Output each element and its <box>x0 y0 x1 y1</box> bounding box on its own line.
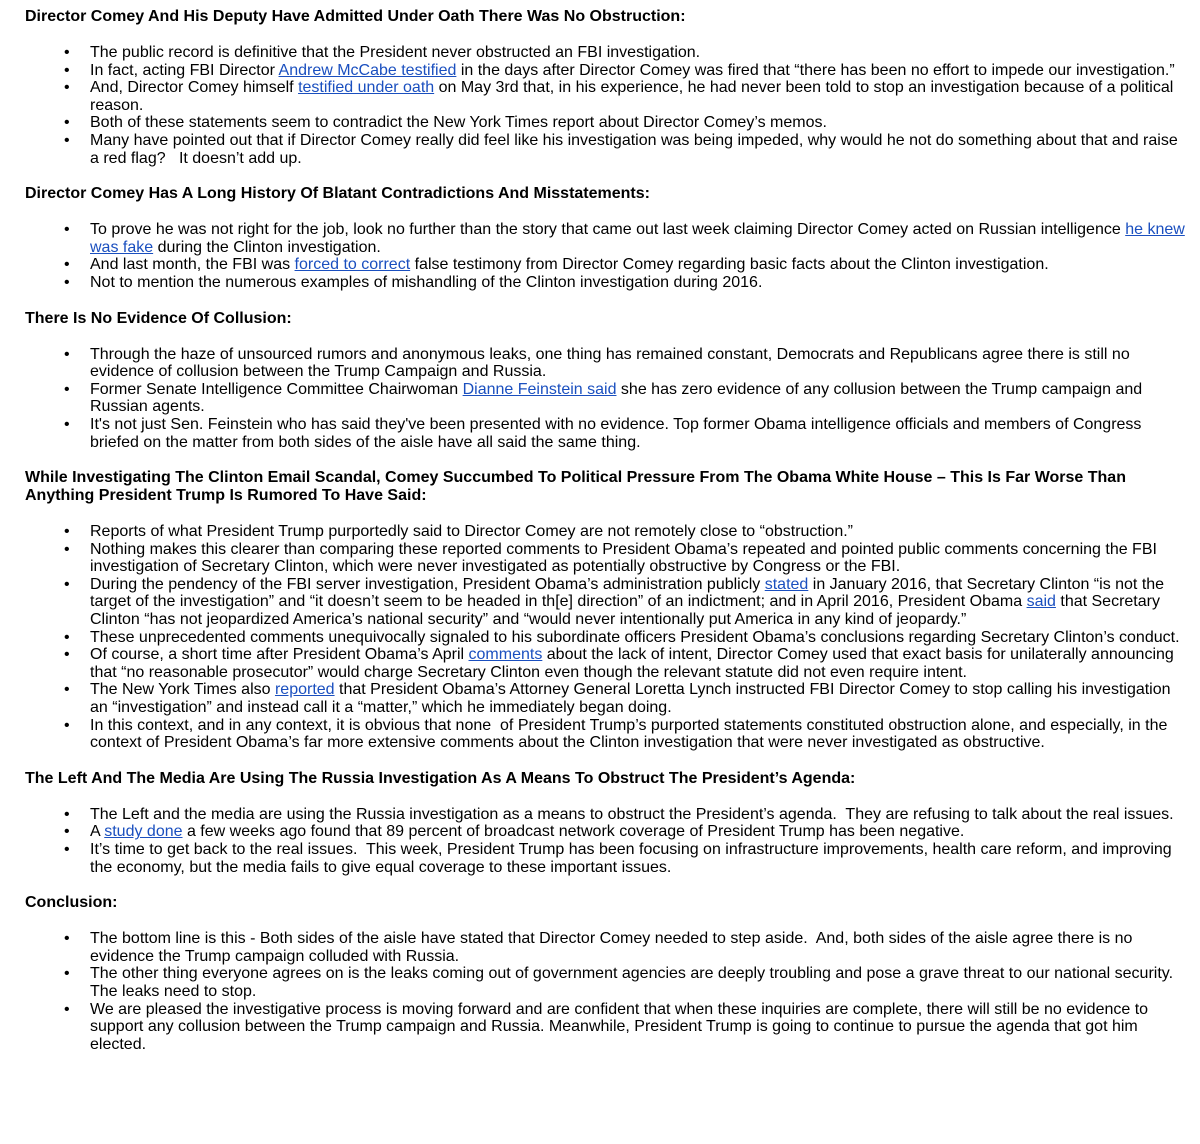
bullet-text: And, Director Comey himself <box>90 79 299 97</box>
bullet-item <box>90 44 1185 62</box>
bullet-text: These unprecedented comments unequivocally signaled to his subordinate officers President Obama’s conclusions regarding Secretary Clinton’s conduct. <box>90 628 1180 646</box>
bullet-text: And last month, the FBI was <box>90 256 295 274</box>
bullet-text: Both of these statements seem to contradict the New York Times report about Director Comey’s memos. <box>90 114 827 132</box>
bullet-item <box>90 717 1185 752</box>
bullet-text: During the pendency of the FBI server investigation, President Obama’s administration publicly <box>90 575 765 593</box>
hyperlink[interactable]: reported <box>274 681 335 699</box>
bullet-item <box>90 416 1185 451</box>
bullet-text: The bottom line is this - Both sides of the aisle have stated that Director Comey needed to step aside. And, both sides of the aisle agree there is no evidence the Trump campaign colluded with Russia. <box>90 930 1133 965</box>
hyperlink[interactable]: forced to correct <box>294 256 411 274</box>
bullet-text: A <box>90 823 105 841</box>
section-heading: There Is No Evidence Of Collusion: <box>25 309 292 327</box>
section <box>25 469 1185 752</box>
bullet-item <box>90 965 1185 1000</box>
hyperlink[interactable]: stated <box>764 575 809 593</box>
bullet-text: Nothing makes this clearer than comparing these reported comments to President Obama’s repeated and pointed public comments concerning the FBI investigation of Secretary Clinton, which were never investigated as potentially obstructive by Congress or the FBI. <box>90 540 1157 576</box>
bullet-text: Former Senate Intelligence Committee Chairwoman <box>90 380 463 398</box>
bullet-text: The other thing everyone agrees on is the leaks coming out of government agencies are deeply troubling and pose a grave threat to our national security. The leaks need to stop. <box>90 965 1174 1000</box>
bullet-text: It's not just Sen. Feinstein who has said they've been presented with no evidence. Top former Obama intelligence officials and members of Congress briefed on the matter from both sides of the aisle have all said the same thing. <box>90 415 1142 451</box>
bullet-item <box>90 274 1185 292</box>
bullet-list <box>25 346 1185 452</box>
section <box>25 8 1185 167</box>
bullet-text: in the days after Director Comey was fired that “there has been no effort to impede our investigation.” <box>456 61 1175 79</box>
bullet-item <box>90 841 1185 876</box>
bullet-item <box>90 256 1185 274</box>
section <box>25 185 1185 291</box>
bullet-item <box>90 681 1185 716</box>
bullet-item <box>90 381 1185 416</box>
hyperlink[interactable]: study done <box>104 823 183 841</box>
bullet-text: on May 3rd that, in his experience, he had never been told to stop an investigation because of a political reason. <box>90 79 1174 114</box>
bullet-text: she has zero evidence of any collusion between the Trump campaign and Russian agents. <box>90 380 1143 416</box>
bullet-text: in January 2016, that Secretary Clinton “is not the target of the investigation” and “it doesn’t seem to be headed in th[e] direction” of an indictment; and in April 2016, President Obama <box>90 575 1165 611</box>
bullet-list <box>25 806 1185 876</box>
hyperlink[interactable]: Andrew McCabe testified <box>278 61 457 79</box>
bullet-list <box>25 44 1185 167</box>
bullet-list <box>25 523 1185 752</box>
section-heading: Director Comey And His Deputy Have Admitted Under Oath There Was No Obstruction: <box>25 8 686 25</box>
bullet-text: We are pleased the investigative process is moving forward and are confident that when these inquiries are complete, there will still be no evidence to support any collusion between the Trump campaign and Russia. Meanwhile, President Trump is going to continue to pursue the agenda that got him elected. <box>90 1000 1149 1053</box>
hyperlink[interactable]: comments <box>468 646 543 664</box>
section <box>25 310 1185 452</box>
hyperlink[interactable]: testified under oath <box>298 79 435 97</box>
bullet-text: about the lack of intent, Director Comey used that exact basis for unilaterally announcing that “no reasonable prosecutor” would charge Secretary Clinton even though the relevant statute did not even require intent. <box>90 646 1174 681</box>
bullet-item <box>90 806 1185 824</box>
bullet-item <box>90 576 1185 629</box>
section-heading: The Left And The Media Are Using The Russia Investigation As A Means To Obstruct The President’s Agenda: <box>25 769 856 787</box>
hyperlink[interactable]: Dianne Feinstein said <box>462 380 617 398</box>
bullet-text: In this context, and in any context, it is obvious that none of President Trump’s purported statements constituted obstruction alone, and especially, in the context of President Obama’s far more extensive comments about the Clinton investigation that were never investigated as obstructive. <box>90 716 1168 752</box>
bullet-text: that Secretary Clinton “has not jeopardized America’s national security” and “would never intentionally put America in any kind of jeopardy.” <box>90 593 1160 629</box>
section <box>25 770 1185 876</box>
bullet-item <box>90 629 1185 647</box>
bullet-text: To prove he was not right for the job, look no further than the story that came out last week claiming Director Comey acted on Russian intelligence <box>90 221 1126 239</box>
bullet-text: Reports of what President Trump purportedly said to Director Comey are not remotely close to “obstruction.” <box>90 523 853 541</box>
section-heading: Director Comey Has A Long History Of Blatant Contradictions And Misstatements: <box>25 185 650 203</box>
bullet-item <box>90 541 1185 576</box>
bullet-text: Through the haze of unsourced rumors and anonymous leaks, one thing has remained constant, Democrats and Republicans agree there is still no evidence of collusion between the Trump Campaign and Russia. <box>90 345 1130 381</box>
bullet-text: that President Obama’s Attorney General Loretta Lynch instructed FBI Director Comey to stop calling his investigation an “investigation” and instead call it a “matter,” which he immediately began doing. <box>90 681 1171 717</box>
bullet-text: Of course, a short time after President Obama’s April <box>90 646 469 664</box>
bullet-text: The public record is definitive that the President never obstructed an FBI investigation. <box>90 44 701 61</box>
bullet-text: The New York Times also <box>90 681 275 699</box>
bullet-text: The Left and the media are using the Russia investigation as a means to obstruct the President’s agenda. They are refusing to talk about the real issues. <box>90 805 1174 823</box>
section <box>25 894 1185 1053</box>
bullet-item <box>90 132 1185 167</box>
bullet-list <box>25 221 1185 291</box>
bullet-item <box>90 523 1185 541</box>
bullet-text: during the Clinton investigation. <box>153 238 381 256</box>
bullet-item <box>90 646 1185 681</box>
bullet-text: In fact, acting FBI Director <box>90 61 279 79</box>
bullet-text: It’s time to get back to the real issues. This week, President Trump has been focusing on infrastructure improvements, health care reform, and improving the economy, but the media fails to give equal coverage to these important issues. <box>90 841 1172 876</box>
bullet-text: Not to mention the numerous examples of mishandling of the Clinton investigation during 2016. <box>90 273 763 291</box>
bullet-item <box>90 62 1185 80</box>
bullet-text: a few weeks ago found that 89 percent of broadcast network coverage of President Trump has been negative. <box>182 823 965 841</box>
bullet-text: false testimony from Director Comey regarding basic facts about the Clinton investigation. <box>410 256 1049 274</box>
hyperlink[interactable]: he knew was fake <box>90 221 1185 256</box>
bullet-item <box>90 1001 1185 1054</box>
bullet-item <box>90 823 1185 841</box>
bullet-text: Many have pointed out that if Director Comey really did feel like his investigation was being impeded, why would he not do something about that and raise a red flag? It doesn’t add up. <box>90 131 1178 167</box>
bullet-item <box>90 114 1185 132</box>
bullet-item <box>90 221 1185 256</box>
bullet-list <box>25 930 1185 1053</box>
bullet-item <box>90 79 1185 114</box>
bullet-item <box>90 346 1185 381</box>
section-heading: Conclusion: <box>25 894 118 912</box>
hyperlink[interactable]: said <box>1026 593 1056 611</box>
bullet-item <box>90 930 1185 965</box>
section-heading: While Investigating The Clinton Email Scandal, Comey Succumbed To Political Pressure From The Obama White House – This Is Far Worse Than Anything President Trump Is Rumored To Have Said: <box>25 469 1126 505</box>
